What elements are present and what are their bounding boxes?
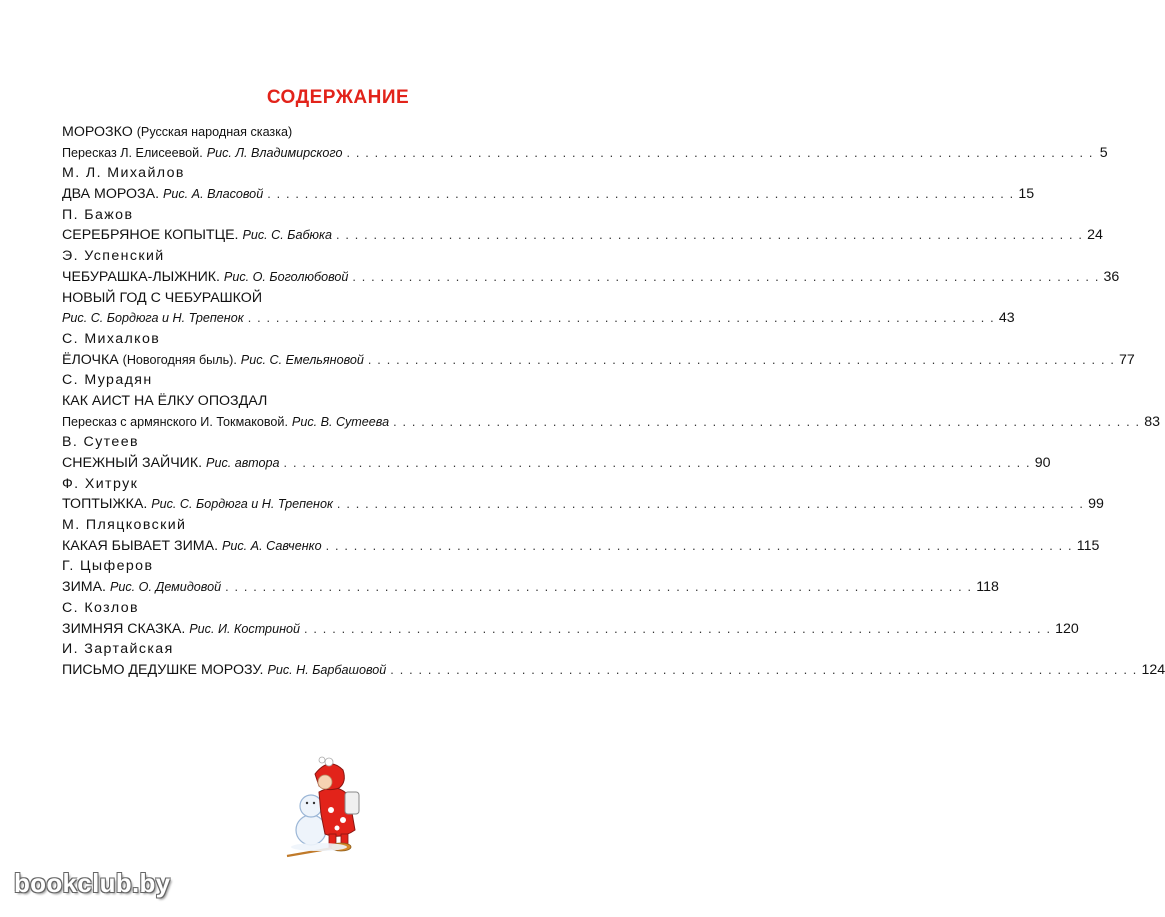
page-number: 43 — [998, 310, 1015, 327]
toc-line-text — [62, 308, 244, 329]
toc-line-text — [62, 225, 332, 246]
toc-line — [62, 494, 1104, 515]
page-number: 5 — [1099, 144, 1108, 161]
toc-entry — [62, 474, 1104, 515]
table-of-contents — [62, 122, 1165, 681]
illustrator-credit: Рис. С. Емельяновой — [240, 352, 364, 367]
dot-leader: . . . . . . . . . . . . . . . . . . . . . . . . . . . . . . . . . . . . . . . . . . . . . . . . . . . . . . . . . . . . . . . . . . . . . . . . . . . . . . . . — [267, 187, 1015, 202]
author-name: М. Пляцковский — [62, 517, 187, 534]
translation-credit: Пересказ с армянского И. Токмаковой. — [62, 414, 288, 429]
author-name: С. Козлов — [62, 599, 139, 616]
author-name: Ф. Хитрук — [62, 475, 139, 492]
illustrator-credit: Рис. автора — [206, 456, 280, 470]
bookclub-watermark: bookclub.by — [14, 868, 171, 898]
page-number: 77 — [1119, 351, 1135, 368]
dot-leader: . . . . . . . . . . . . . . . . . . . . . . . . . . . . . . . . . . . . . . . . . . . . . . . . . . . . . . . . . . . . . . . . . . . . . . . . . . . . . . . . — [346, 145, 1094, 160]
toc-line-text — [62, 453, 280, 474]
story-title: ДВА МОРОЗА. — [62, 186, 160, 203]
story-title: КАК АИСТ НА ЁЛКУ ОПОЗДАЛ — [62, 392, 268, 409]
page-number: 115 — [1076, 537, 1100, 554]
toc-line — [62, 619, 1079, 640]
page-number: 99 — [1088, 496, 1104, 513]
author-name: И. Зартайская — [62, 641, 174, 658]
story-title: МОРОЗКО — [62, 124, 133, 140]
illustrator-credit: Рис. О. Боголюбовой — [223, 269, 349, 284]
illustrator-credit: Рис. О. Демидовой — [109, 580, 222, 595]
page-number: 124 — [1141, 661, 1165, 678]
toc-entry — [62, 163, 1035, 204]
story-title: ЧЕБУРАШКА-ЛЫЖНИК. — [62, 268, 220, 285]
dot-leader: . . . . . . . . . . . . . . . . . . . . . . . . . . . . . . . . . . . . . . . . . . . . . . . . . . . . . . . . . . . . . . . . . . . . . . . . . . . . . . . . — [390, 662, 1138, 677]
page-number: 90 — [1034, 455, 1051, 471]
story-title: НОВЫЙ ГОД С ЧЕБУРАШКОЙ — [62, 289, 263, 306]
illustrator-credit: Рис. В. Сутеева — [291, 414, 390, 429]
toc-line-text — [62, 494, 333, 515]
toc-line — [62, 225, 1103, 246]
author-name: Г. Цыферов — [62, 558, 154, 575]
illustrator-credit: Рис. С. Бордюга и Н. Трепенок — [62, 311, 244, 326]
toc-line — [62, 412, 1160, 433]
toc-line-text — [62, 412, 389, 433]
story-title: ПИСЬМО ДЕДУШКЕ МОРОЗУ. — [62, 661, 264, 678]
illustrator-credit: Рис. А. Власовой — [162, 187, 264, 202]
toc-line-text — [62, 350, 364, 371]
toc-line-text — [62, 267, 348, 288]
toc-line — [62, 184, 1035, 205]
story-subtitle: (Русская народная сказка) — [136, 125, 293, 139]
toc-line — [62, 536, 1100, 557]
page-title: СОДЕРЖАНИЕ — [266, 87, 410, 108]
toc-entry — [62, 515, 1100, 556]
dot-leader: . . . . . . . . . . . . . . . . . . . . . . . . . . . . . . . . . . . . . . . . . . . . . . . . . . . . . . . . . . . . . . . . . . . . . . . . . . . . . . . . — [336, 497, 1085, 512]
story-title: СЕРЕБРЯНОЕ КОПЫТЦЕ. — [62, 227, 239, 244]
toc-line — [62, 308, 1015, 329]
toc-line — [62, 577, 999, 598]
toc-line — [62, 288, 612, 309]
toc-entry — [62, 329, 1135, 370]
story-title: ЗИМНЯЯ СКАЗКА. — [62, 620, 186, 637]
story-title: КАКАЯ БЫВАЕТ ЗИМА. — [62, 537, 219, 554]
toc-entry — [62, 122, 1108, 163]
toc-line-text — [62, 619, 300, 640]
toc-line — [62, 453, 1051, 474]
toc-line — [62, 267, 1120, 288]
dot-leader: . . . . . . . . . . . . . . . . . . . . . . . . . . . . . . . . . . . . . . . . . . . . . . . . . . . . . . . . . . . . . . . . . . . . . . . . . . . . . . . . — [393, 414, 1141, 429]
toc-line-text — [62, 660, 386, 681]
toc-entry — [62, 556, 999, 597]
dot-leader: . . . . . . . . . . . . . . . . . . . . . . . . . . . . . . . . . . . . . . . . . . . . . . . . . . . . . . . . . . . . . . . . . . . . . . . . . . . . . . . . — [335, 228, 1084, 243]
author-name: М. Л. Михайлов — [62, 165, 185, 182]
author-name: Э. Успенский — [62, 248, 165, 265]
toc-line-text — [62, 577, 221, 598]
toc-entry — [62, 370, 1160, 432]
toc-line — [62, 350, 1135, 371]
author-name: С. Мурадян — [62, 372, 153, 389]
toc-entry — [62, 639, 1165, 680]
page-number: 24 — [1087, 227, 1103, 244]
dot-leader: . . . . . . . . . . . . . . . . . . . . . . . . . . . . . . . . . . . . . . . . . . . . . . . . . . . . . . . . . . . . . . . . . . . . . . . . . . . . . . . . — [304, 621, 1052, 636]
toc-line — [62, 660, 1165, 681]
translation-credit: Пересказ Л. Елисеевой. — [62, 145, 203, 160]
toc-line — [62, 122, 612, 143]
toc-line — [62, 143, 1108, 164]
toc-entry — [62, 205, 1103, 246]
illustrator-credit: Рис. Л. Владимирского — [206, 145, 343, 160]
toc-entry — [62, 598, 1079, 639]
story-title: ЗИМА. — [62, 579, 106, 596]
toc-line-text — [62, 184, 263, 205]
illustrator-credit: Рис. А. Савченко — [221, 538, 322, 553]
page-number: 15 — [1018, 186, 1035, 203]
illustrator-credit: Рис. С. Бордюга и Н. Трепенок — [151, 497, 333, 512]
toc-entry — [62, 432, 1051, 473]
illustrator-credit: Рис. Н. Барбашовой — [267, 662, 387, 677]
story-title: СНЕЖНЫЙ ЗАЙЧИК. — [62, 455, 203, 471]
page-number: 120 — [1055, 620, 1079, 637]
illustrator-credit: Рис. И. Костриной — [189, 621, 301, 636]
toc-line-text — [62, 536, 322, 557]
dot-leader: . . . . . . . . . . . . . . . . . . . . . . . . . . . . . . . . . . . . . . . . . . . . . . . . . . . . . . . . . . . . . . . . . . . . . . . . . . . . . . . . — [225, 580, 973, 595]
story-title: ЁЛОЧКА — [62, 351, 119, 368]
story-title: ТОПТЫЖКА. — [62, 496, 148, 513]
toc-line-text — [62, 143, 342, 164]
dot-leader: . . . . . . . . . . . . . . . . . . . . . . . . . . . . . . . . . . . . . . . . . . . . . . . . . . . . . . . . . . . . . . . . . . . . . . . . . . . . . . . . — [247, 311, 995, 326]
dot-leader: . . . . . . . . . . . . . . . . . . . . . . . . . . . . . . . . . . . . . . . . . . . . . . . . . . . . . . . . . . . . . . . . . . . . . . . . . . . . . . . . — [325, 538, 1073, 553]
author-name: С. Михалков — [62, 330, 161, 347]
dot-leader: . . . . . . . . . . . . . . . . . . . . . . . . . . . . . . . . . . . . . . . . . . . . . . . . . . . . . . . . . . . . . . . . . . . . . . . . . . . . . . . . — [283, 456, 1031, 470]
toc-line — [62, 391, 612, 412]
illustrator-credit: Рис. С. Бабюка — [242, 228, 332, 243]
story-subtitle: (Новогодняя быль). — [122, 352, 237, 367]
child-with-snowman-illustration — [285, 752, 365, 864]
dot-leader: . . . . . . . . . . . . . . . . . . . . . . . . . . . . . . . . . . . . . . . . . . . . . . . . . . . . . . . . . . . . . . . . . . . . . . . . . . . . . . . . — [367, 352, 1116, 367]
page-number: 36 — [1103, 268, 1120, 285]
page-number: 83 — [1144, 413, 1160, 430]
author-name: П. Бажов — [62, 206, 134, 223]
author-name: В. Сутеев — [62, 434, 139, 451]
toc-entry — [62, 246, 1120, 329]
dot-leader: . . . . . . . . . . . . . . . . . . . . . . . . . . . . . . . . . . . . . . . . . . . . . . . . . . . . . . . . . . . . . . . . . . . . . . . . . . . . . . . . — [352, 269, 1100, 284]
page-number: 118 — [976, 579, 999, 596]
